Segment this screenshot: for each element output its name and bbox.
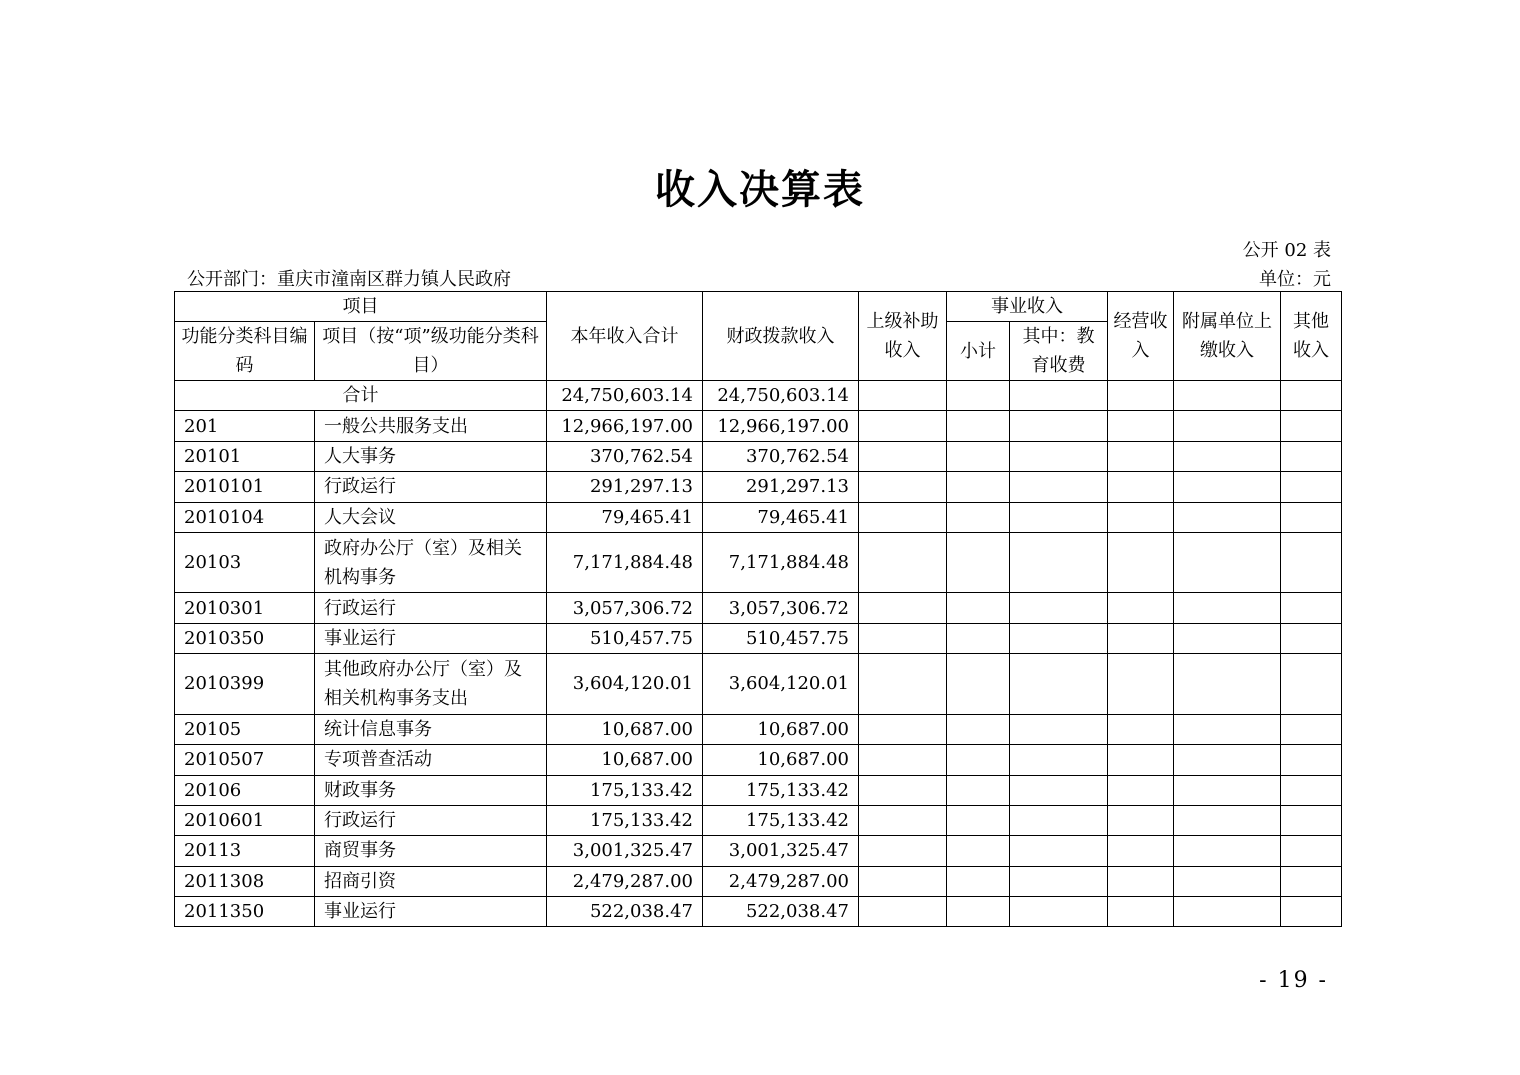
empty-cell	[947, 836, 1010, 866]
table-row	[175, 623, 1342, 653]
item-name-cell: 统计信息事务	[315, 714, 547, 744]
empty-cell	[859, 714, 947, 744]
code-cell: 2010507	[175, 745, 315, 775]
empty-cell	[1010, 805, 1108, 835]
empty-cell	[1174, 441, 1281, 471]
empty-cell	[1010, 714, 1108, 744]
empty-cell	[1108, 897, 1174, 927]
fiscal-cell: 2,479,287.00	[703, 866, 859, 896]
empty-cell	[859, 897, 947, 927]
unit-label: 单位：元	[1259, 269, 1331, 290]
empty-cell	[1108, 593, 1174, 623]
table-body	[175, 381, 1342, 927]
empty-cell	[1174, 623, 1281, 653]
empty-cell	[1108, 532, 1174, 593]
total-income-cell: 175,133.42	[547, 775, 703, 805]
code-cell: 201	[175, 411, 315, 441]
code-cell: 2011308	[175, 866, 315, 896]
table-row	[175, 775, 1342, 805]
empty-cell	[1010, 775, 1108, 805]
header-item-name: 项目（按“项”级功能分类科目）	[315, 322, 547, 381]
empty-cell	[947, 411, 1010, 441]
item-name-cell: 人大会议	[315, 502, 547, 532]
empty-cell	[859, 775, 947, 805]
header-operating: 经营收入	[1108, 292, 1174, 381]
empty-cell	[1010, 593, 1108, 623]
total-income-cell: 510,457.75	[547, 623, 703, 653]
empty-cell	[1108, 441, 1174, 471]
code-cell: 2010601	[175, 805, 315, 835]
empty-cell	[1281, 441, 1342, 471]
total-income-cell: 12,966,197.00	[547, 411, 703, 441]
fiscal-cell: 3,001,325.47	[703, 836, 859, 866]
fiscal-cell: 3,057,306.72	[703, 593, 859, 623]
empty-cell	[947, 897, 1010, 927]
empty-cell	[947, 381, 1010, 411]
fiscal-cell: 175,133.42	[703, 775, 859, 805]
empty-cell	[1010, 745, 1108, 775]
empty-cell	[1010, 441, 1108, 471]
table-row	[175, 593, 1342, 623]
empty-cell	[1174, 502, 1281, 532]
empty-cell	[947, 714, 1010, 744]
empty-cell	[1281, 745, 1342, 775]
item-name-cell: 行政运行	[315, 472, 547, 502]
header-affiliated: 附属单位上缴收入	[1174, 292, 1281, 381]
empty-cell	[947, 502, 1010, 532]
fiscal-cell: 79,465.41	[703, 502, 859, 532]
header-business: 事业收入	[947, 292, 1108, 322]
empty-cell	[859, 654, 947, 715]
total-income-cell: 291,297.13	[547, 472, 703, 502]
item-name-cell: 专项普查活动	[315, 745, 547, 775]
empty-cell	[1281, 411, 1342, 441]
fiscal-cell: 510,457.75	[703, 623, 859, 653]
header-other: 其他收入	[1281, 292, 1342, 381]
empty-cell	[1174, 805, 1281, 835]
empty-cell	[1281, 775, 1342, 805]
empty-cell	[859, 532, 947, 593]
table-row	[175, 441, 1342, 471]
header-total-income: 本年收入合计	[547, 292, 703, 381]
table-row	[175, 472, 1342, 502]
empty-cell	[1281, 654, 1342, 715]
fiscal-cell: 522,038.47	[703, 897, 859, 927]
empty-cell	[1108, 775, 1174, 805]
empty-cell	[1174, 745, 1281, 775]
item-name-cell: 行政运行	[315, 805, 547, 835]
empty-cell	[859, 411, 947, 441]
empty-cell	[1281, 866, 1342, 896]
header-subtotal: 小计	[947, 322, 1010, 381]
code-cell: 20113	[175, 836, 315, 866]
empty-cell	[1174, 654, 1281, 715]
table-row	[175, 836, 1342, 866]
empty-cell	[1174, 472, 1281, 502]
fiscal-cell: 175,133.42	[703, 805, 859, 835]
header-fiscal: 财政拨款收入	[703, 292, 859, 381]
income-table	[174, 291, 1342, 927]
page-title: 收入决算表	[655, 166, 865, 213]
code-cell: 20105	[175, 714, 315, 744]
total-income-cell: 3,057,306.72	[547, 593, 703, 623]
empty-cell	[947, 472, 1010, 502]
empty-cell	[1010, 866, 1108, 896]
empty-cell	[1174, 532, 1281, 593]
empty-cell	[947, 805, 1010, 835]
empty-cell	[1108, 472, 1174, 502]
total-label: 合计	[175, 381, 547, 411]
code-cell: 20106	[175, 775, 315, 805]
empty-cell	[1010, 532, 1108, 593]
empty-cell	[859, 623, 947, 653]
empty-cell	[1174, 381, 1281, 411]
empty-cell	[1010, 897, 1108, 927]
table-row	[175, 411, 1342, 441]
item-name-cell: 政府办公厅（室）及相关机构事务	[315, 532, 547, 593]
empty-cell	[1108, 866, 1174, 896]
empty-cell	[859, 745, 947, 775]
empty-cell	[1174, 836, 1281, 866]
code-cell: 2010101	[175, 472, 315, 502]
empty-cell	[1281, 472, 1342, 502]
empty-cell	[1010, 411, 1108, 441]
table-row	[175, 866, 1342, 896]
empty-cell	[947, 441, 1010, 471]
header-func-code: 功能分类科目编码	[175, 322, 315, 381]
empty-cell	[1010, 502, 1108, 532]
table-row	[175, 532, 1342, 593]
fiscal-cell: 10,687.00	[703, 714, 859, 744]
empty-cell	[1281, 381, 1342, 411]
total-row	[175, 381, 1342, 411]
empty-cell	[1174, 411, 1281, 441]
empty-cell	[859, 866, 947, 896]
empty-cell	[1108, 623, 1174, 653]
page-number: - 19 -	[1259, 968, 1328, 993]
empty-cell	[859, 472, 947, 502]
empty-cell	[1174, 866, 1281, 896]
total-income-cell: 7,171,884.48	[547, 532, 703, 593]
empty-cell	[859, 593, 947, 623]
total-income-cell: 370,762.54	[547, 441, 703, 471]
empty-cell	[1108, 411, 1174, 441]
code-cell: 2010399	[175, 654, 315, 715]
item-name-cell: 事业运行	[315, 623, 547, 653]
table-row	[175, 502, 1342, 532]
header-project: 项目	[175, 292, 547, 322]
fiscal-cell: 370,762.54	[703, 441, 859, 471]
table-row	[175, 805, 1342, 835]
fiscal-cell: 10,687.00	[703, 745, 859, 775]
department-label: 公开部门：重庆市潼南区群力镇人民政府	[187, 269, 511, 290]
empty-cell	[1281, 502, 1342, 532]
item-name-cell: 其他政府办公厅（室）及相关机构事务支出	[315, 654, 547, 715]
table-row	[175, 897, 1342, 927]
item-name-cell: 事业运行	[315, 897, 547, 927]
empty-cell	[1010, 623, 1108, 653]
total-income-cell: 79,465.41	[547, 502, 703, 532]
empty-cell	[1108, 381, 1174, 411]
empty-cell	[1108, 745, 1174, 775]
fiscal-cell: 12,966,197.00	[703, 411, 859, 441]
code-cell: 20103	[175, 532, 315, 593]
empty-cell	[947, 623, 1010, 653]
empty-cell	[859, 805, 947, 835]
empty-cell	[859, 836, 947, 866]
empty-cell	[1281, 805, 1342, 835]
empty-cell	[859, 502, 947, 532]
total-income-cell: 3,001,325.47	[547, 836, 703, 866]
empty-cell	[1108, 654, 1174, 715]
item-name-cell: 一般公共服务支出	[315, 411, 547, 441]
code-cell: 2010301	[175, 593, 315, 623]
code-cell: 20101	[175, 441, 315, 471]
total-income-cell: 3,604,120.01	[547, 654, 703, 715]
table-row	[175, 654, 1342, 715]
empty-cell	[1174, 714, 1281, 744]
empty-cell	[1174, 593, 1281, 623]
empty-cell	[1281, 623, 1342, 653]
total-income-cell: 10,687.00	[547, 745, 703, 775]
item-name-cell: 财政事务	[315, 775, 547, 805]
table-row	[175, 745, 1342, 775]
empty-cell	[1010, 654, 1108, 715]
total-income-cell: 522,038.47	[547, 897, 703, 927]
fiscal-cell: 3,604,120.01	[703, 654, 859, 715]
empty-cell	[1281, 714, 1342, 744]
empty-cell	[947, 593, 1010, 623]
empty-cell	[1281, 593, 1342, 623]
empty-cell	[859, 381, 947, 411]
item-name-cell: 招商引资	[315, 866, 547, 896]
header-edu-fee: 其中：教育收费	[1010, 322, 1108, 381]
total-income-cell: 2,479,287.00	[547, 866, 703, 896]
form-number: 公开 02 表	[1242, 240, 1331, 261]
empty-cell	[1108, 502, 1174, 532]
empty-cell	[1174, 897, 1281, 927]
empty-cell	[1010, 472, 1108, 502]
total-income-cell: 24,750,603.14	[547, 381, 703, 411]
item-name-cell: 商贸事务	[315, 836, 547, 866]
total-income-cell: 10,687.00	[547, 714, 703, 744]
table-header	[175, 292, 1342, 381]
empty-cell	[1010, 381, 1108, 411]
empty-cell	[1281, 897, 1342, 927]
empty-cell	[1281, 532, 1342, 593]
code-cell: 2011350	[175, 897, 315, 927]
empty-cell	[947, 866, 1010, 896]
total-fiscal-cell: 24,750,603.14	[703, 381, 859, 411]
empty-cell	[947, 654, 1010, 715]
empty-cell	[859, 441, 947, 471]
table-row	[175, 714, 1342, 744]
empty-cell	[947, 745, 1010, 775]
total-income-cell: 175,133.42	[547, 805, 703, 835]
empty-cell	[1108, 836, 1174, 866]
header-superior: 上级补助收入	[859, 292, 947, 381]
empty-cell	[1108, 714, 1174, 744]
item-name-cell: 行政运行	[315, 593, 547, 623]
item-name-cell: 人大事务	[315, 441, 547, 471]
empty-cell	[1010, 836, 1108, 866]
empty-cell	[1108, 805, 1174, 835]
code-cell: 2010104	[175, 502, 315, 532]
fiscal-cell: 7,171,884.48	[703, 532, 859, 593]
empty-cell	[1174, 775, 1281, 805]
empty-cell	[1281, 836, 1342, 866]
empty-cell	[947, 532, 1010, 593]
empty-cell	[947, 775, 1010, 805]
code-cell: 2010350	[175, 623, 315, 653]
fiscal-cell: 291,297.13	[703, 472, 859, 502]
